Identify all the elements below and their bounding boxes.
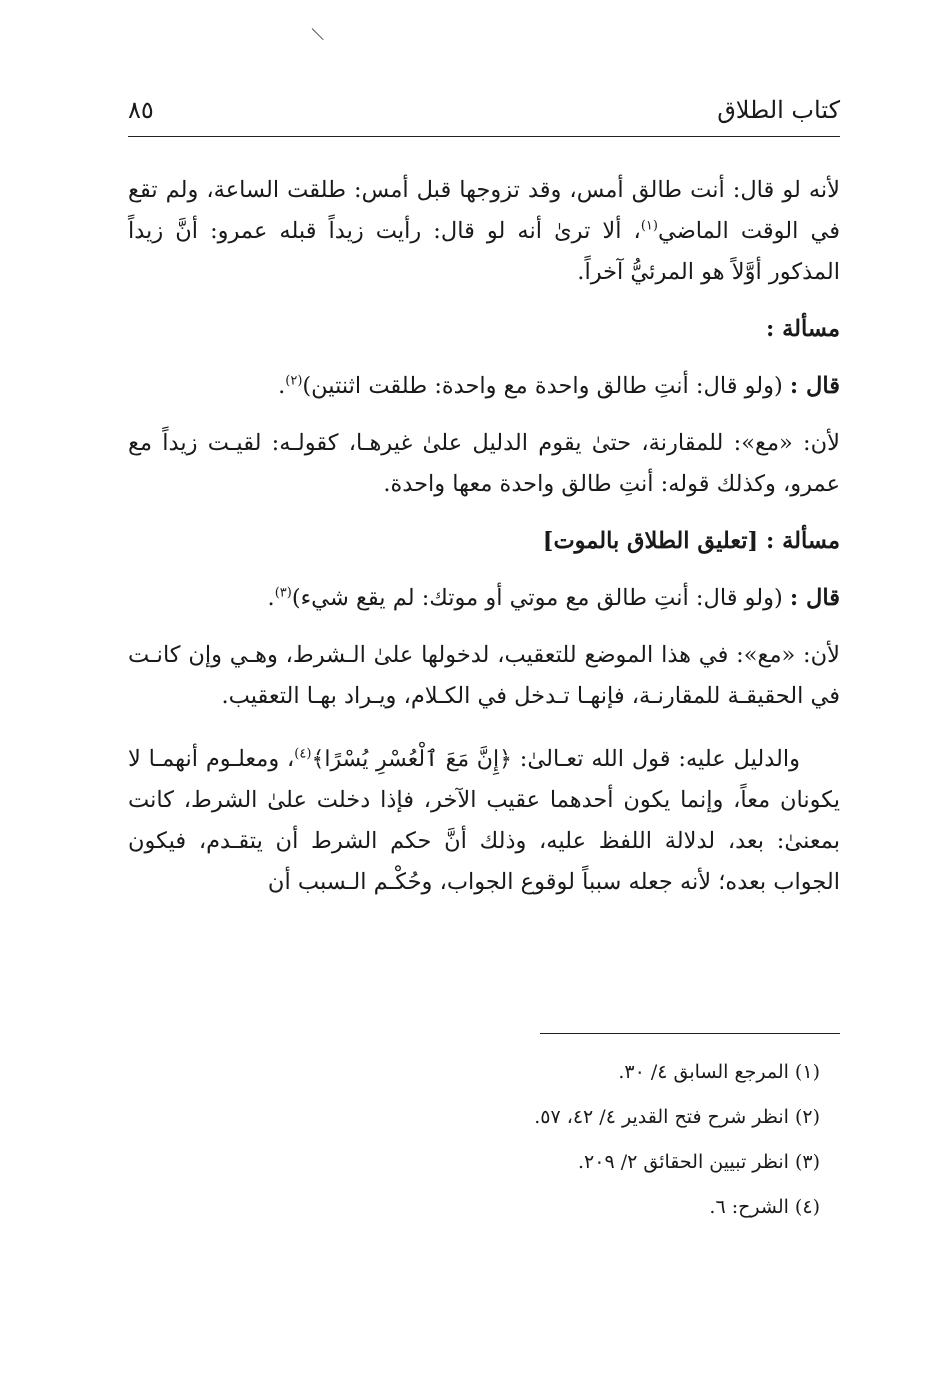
- section-heading-1: مسألة :: [765, 316, 840, 342]
- scan-mark: [312, 28, 324, 40]
- footnote-2: (٢) انظر شرح فتح القدير ٤/ ٤٢، ٥٧.: [534, 1106, 820, 1128]
- page-header: [128, 96, 840, 137]
- paragraph-4: قال : (ولو قال: أنتِ طالق مع موتي أو موتك: لم يقع شيء)$^{(٣)}$.: [267, 585, 840, 611]
- footnote-ref-4: (٤): [294, 746, 312, 762]
- footnotes: [128, 1050, 820, 1230]
- running-title: كتاب الطلاق: [717, 96, 840, 124]
- section-heading-2: مسألة : [تعليق الطلاق بالموت]: [542, 528, 840, 554]
- paragraph-3: لأن: «مع»: للمقارنة، حتىٰ يقوم الدليل علىٰ غيرهـا، كقولـه: لقيـت زيداً مع عمرو، وكذلك قوله: أنتِ طالق واحدة معها واحدة.: [128, 430, 840, 497]
- footnote-4: (٤) الشرح: ٦.: [709, 1196, 820, 1218]
- main-text: [128, 170, 840, 903]
- qala-label: قال :: [789, 373, 840, 399]
- paragraph-2: قال : (ولو قال: أنتِ طالق واحدة مع واحدة: طلقت اثنتين)$^{(٢)}$.: [278, 373, 840, 399]
- footnote-ref-1: (١): [640, 218, 658, 234]
- footnote-1: (١) المرجع السابق ٤/ ٣٠.: [618, 1061, 820, 1083]
- paragraph-5: لأن: «مع»: في هذا الموضع للتعقيب، لدخولها علىٰ الـشرط، وهـي وإن كانـت في الحقيقـة للمقارنـة، فإنهـا تـدخل في الكـلام، ويـراد بهـا التعقيب.: [128, 642, 840, 709]
- quran-verse: ﴿إِنَّ مَعَ ٱلْعُسْرِ يُسْرًا﴾: [311, 747, 512, 772]
- paragraph-1: لأنه لو قال: أنت طالق أمس، وقد تزوجها قبل أمس: طلقت الساعة، ولم تقع في الوقت الماضي$^{(١)}$، ألا ترىٰ أنه لو قال: رأيت زيداً قبله عمرو: أنَّ زيداً المذكور أوَّلاً هو المرئيُّ آخراً.: [128, 177, 840, 285]
- page-number: ٨٥: [128, 96, 154, 124]
- footnote-divider: [540, 1033, 840, 1034]
- paragraph-6: والدليل عليه: قول الله تعـالىٰ: ﴿إِنَّ مَعَ ٱلْعُسْرِ يُسْرًا﴾$^{(٤)}$، ومعلـوم أنهمـا لا يكونان معاً، وإنما يكون أحدهما عقيب الآخر، فإذا دخلت علىٰ الشرط، كانت بمعنىٰ: بعد، لدلالة اللفظ عليه، وذلك أنَّ حكم الشرط أن يتقـدم، فيكون الجواب بعده؛ لأنه جعله سبباً لوقوع الجواب، وحُكْـم الـسبب أن: [128, 746, 840, 895]
- footnote-ref-2: (٢): [285, 373, 303, 389]
- qala-label: قال :: [789, 585, 840, 611]
- footnote-ref-3: (٣): [274, 585, 292, 601]
- footnote-3: (٣) انظر تبيين الحقائق ٢/ ٢٠٩.: [577, 1151, 820, 1173]
